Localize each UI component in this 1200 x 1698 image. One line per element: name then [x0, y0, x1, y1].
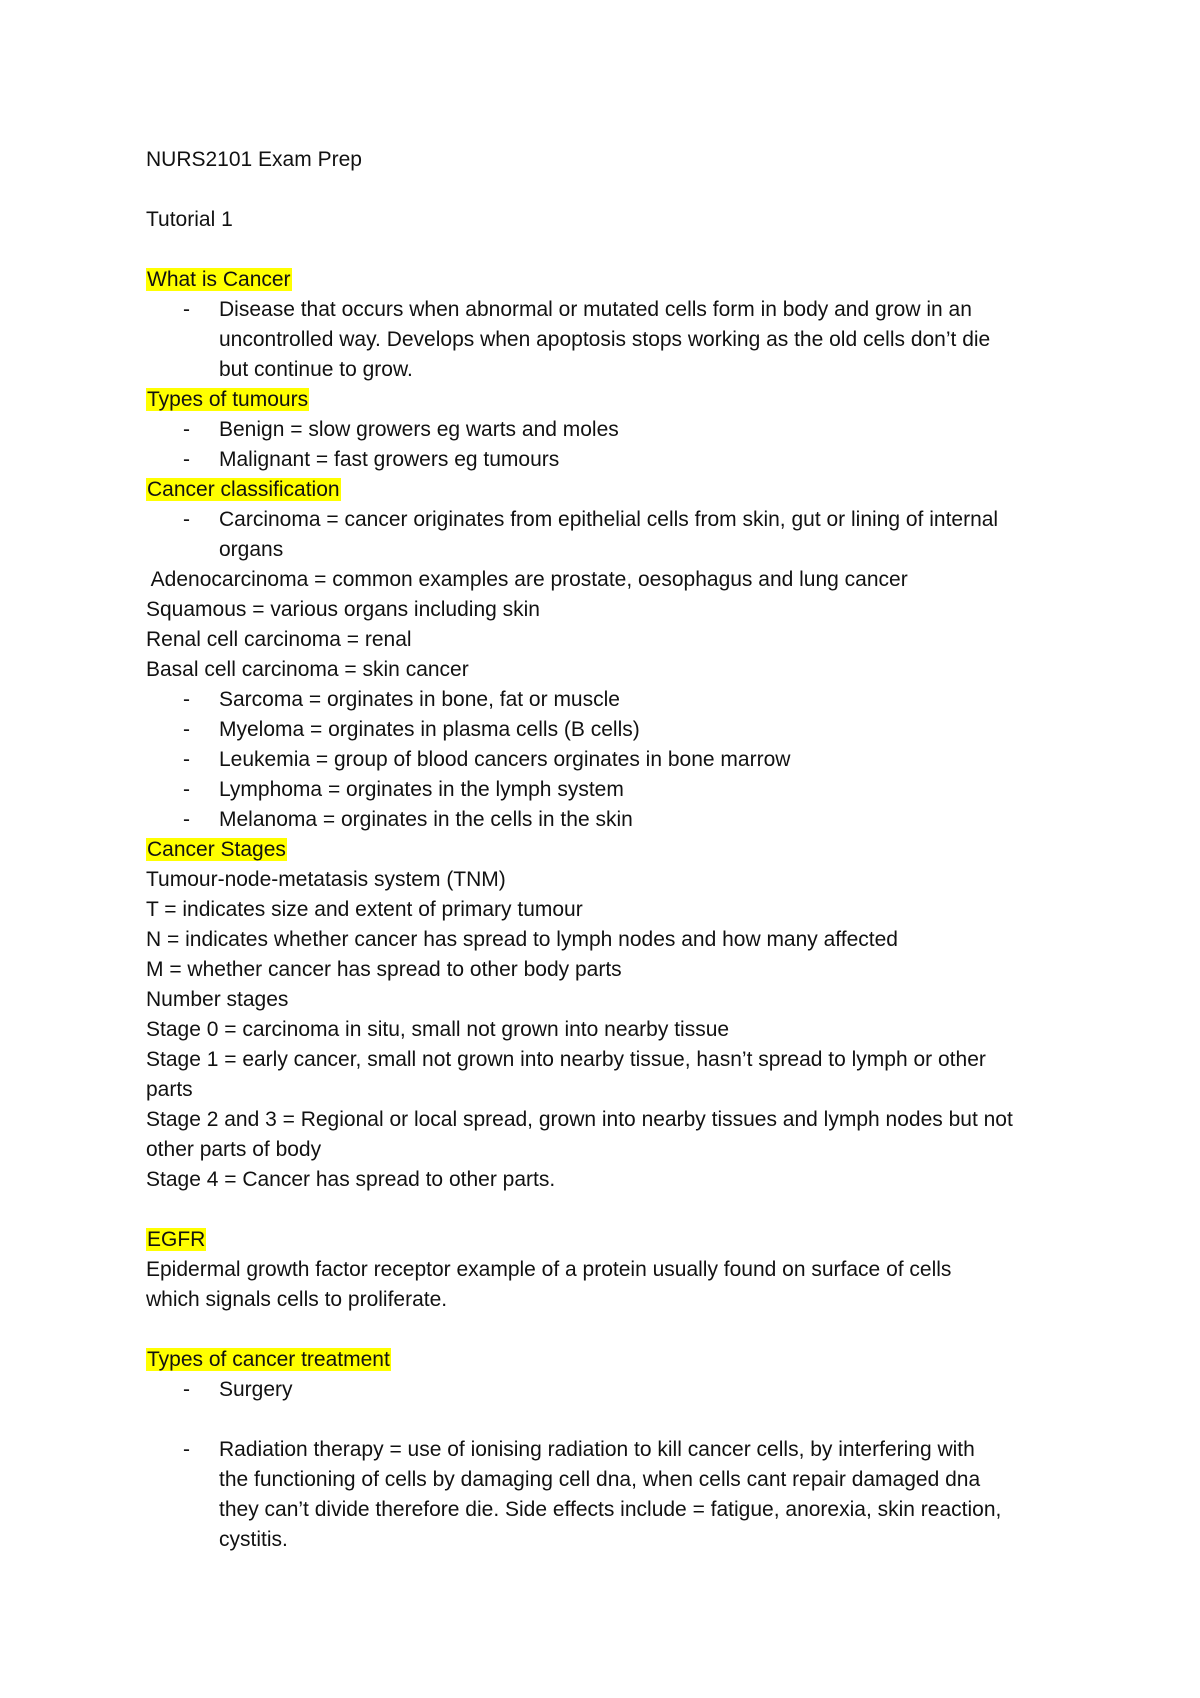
dash-marker: - [183, 298, 190, 321]
stage-line: T = indicates size and extent of primary tumour [146, 898, 583, 921]
document-body [146, 145, 1076, 1555]
bullet-line: organs [219, 538, 284, 561]
section-heading-egfr [146, 1225, 1076, 1255]
bullet-item [146, 685, 1076, 715]
highlighted-heading: Types of cancer treatment [147, 1348, 390, 1371]
highlighted-heading: Cancer Stages [147, 838, 286, 861]
subtype-line: Adenocarcinoma = common examples are prostate, oesophagus and lung cancer [146, 568, 908, 591]
egfr-line: Epidermal growth factor receptor example of a protein usually found on surface of cells [146, 1258, 952, 1281]
dash-marker: - [183, 748, 190, 771]
bullet-line: Disease that occurs when abnormal or mutated cells form in body and grow in an [219, 298, 972, 321]
stage-line: Number stages [146, 988, 289, 1011]
spacer [146, 1405, 1076, 1435]
highlighted-heading: EGFR [147, 1228, 206, 1251]
highlighted-heading: Cancer classification [147, 478, 340, 501]
dash-marker: - [183, 778, 190, 801]
dash-marker: - [183, 418, 190, 441]
tutorial-label: Tutorial 1 [146, 208, 233, 231]
stage-line: Stage 1 = early cancer, small not grown into nearby tissue, hasn’t spread to lymph or other [146, 1048, 986, 1071]
bullet-item [146, 745, 1076, 775]
spacer [146, 1315, 1076, 1345]
bullet-line: Lymphoma = orginates in the lymph system [219, 778, 624, 801]
bullet-line: uncontrolled way. Develops when apoptosis stops working as the old cells don’t die [219, 328, 991, 351]
bullet-item [146, 505, 1076, 565]
dash-marker: - [183, 508, 190, 531]
stage-line: N = indicates whether cancer has spread to lymph nodes and how many affected [146, 928, 898, 951]
bullet-line: Surgery [219, 1378, 293, 1401]
bullet-line: the functioning of cells by damaging cell dna, when cells cant repair damaged dna [219, 1468, 981, 1491]
bullet-line: they can’t divide therefore die. Side effects include = fatigue, anorexia, skin reaction, [219, 1498, 1002, 1521]
bullet-item [146, 445, 1076, 475]
subtype-line: Renal cell carcinoma = renal [146, 628, 412, 651]
stage-line: parts [146, 1078, 193, 1101]
dash-marker: - [183, 448, 190, 471]
highlighted-heading: What is Cancer [147, 268, 291, 291]
dash-marker: - [183, 718, 190, 741]
stage-line: Tumour-node-metatasis system (TNM) [146, 868, 506, 891]
stage-line: other parts of body [146, 1138, 322, 1161]
stage-line: M = whether cancer has spread to other body parts [146, 958, 622, 981]
bullet-line: Malignant = fast growers eg tumours [219, 448, 560, 471]
bullet-line: Myeloma = orginates in plasma cells (B cells) [219, 718, 640, 741]
bullet-item [146, 805, 1076, 835]
spacer [146, 175, 1076, 205]
section-heading-cancer-stages [146, 835, 1076, 865]
section-heading-types-of-tumours [146, 385, 1076, 415]
section-heading-cancer-classification [146, 475, 1076, 505]
spacer [146, 235, 1076, 265]
bullet-line: Carcinoma = cancer originates from epithelial cells from skin, gut or lining of internal [219, 508, 999, 531]
bullet-item [146, 415, 1076, 445]
bullet-line: cystitis. [219, 1528, 288, 1551]
bullet-item [146, 295, 1076, 385]
bullet-item [146, 1435, 1076, 1555]
bullet-line: Leukemia = group of blood cancers orginates in bone marrow [219, 748, 791, 771]
bullet-line: Melanoma = orginates in the cells in the skin [219, 808, 633, 831]
spacer [146, 1195, 1076, 1225]
stage-line: Stage 0 = carcinoma in situ, small not grown into nearby tissue [146, 1018, 730, 1041]
bullet-line: Sarcoma = orginates in bone, fat or muscle [219, 688, 620, 711]
egfr-line: which signals cells to proliferate. [146, 1288, 448, 1311]
section-heading-treatment [146, 1345, 1076, 1375]
bullet-item [146, 775, 1076, 805]
bullet-item [146, 1375, 1076, 1405]
bullet-line: Benign = slow growers eg warts and moles [219, 418, 619, 441]
stage-line: Stage 2 and 3 = Regional or local spread, grown into nearby tissues and lymph nodes but not [146, 1108, 1013, 1131]
bullet-line: Radiation therapy = use of ionising radiation to kill cancer cells, by interfering with [219, 1438, 975, 1461]
dash-marker: - [183, 1438, 190, 1461]
stage-line: Stage 4 = Cancer has spread to other parts. [146, 1168, 556, 1191]
dash-marker: - [183, 808, 190, 831]
subtype-line: Squamous = various organs including skin [146, 598, 540, 621]
bullet-line: but continue to grow. [219, 358, 413, 381]
section-heading-what-is-cancer [146, 265, 1076, 295]
document-title: NURS2101 Exam Prep [146, 148, 362, 171]
subtype-line: Basal cell carcinoma = skin cancer [146, 658, 469, 681]
bullet-item [146, 715, 1076, 745]
highlighted-heading: Types of tumours [147, 388, 309, 411]
dash-marker: - [183, 688, 190, 711]
dash-marker: - [183, 1378, 190, 1401]
